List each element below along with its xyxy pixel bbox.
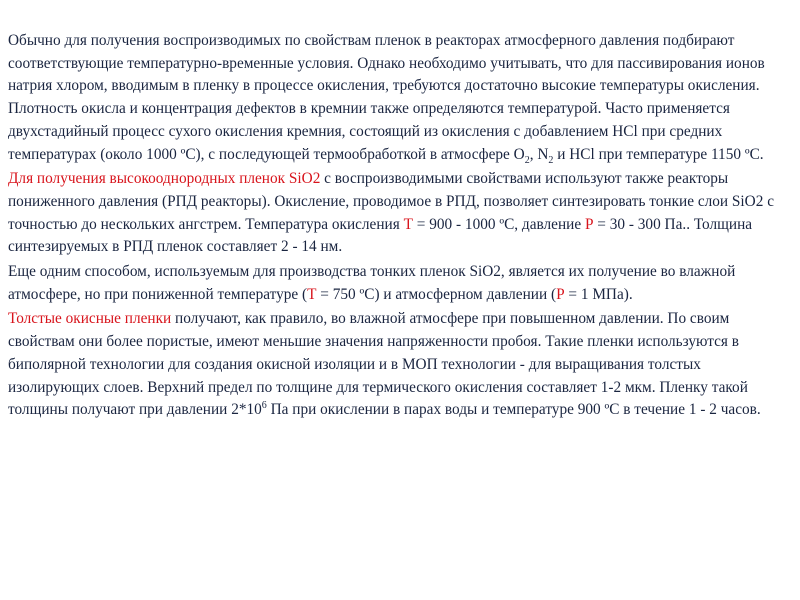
text-run: Еще одним способом, используемым для производства тонких пленок SiO2, является их получение во влажной атмосфере, но при пониженной температуре ( [8, 263, 736, 303]
slide-body-text [8, 30, 788, 422]
highlight-run: Р [584, 215, 594, 233]
paragraph-low-pressure-reactors [8, 168, 788, 259]
text-run: и HCl при температуре 1150 ºС. [553, 145, 764, 163]
text-run: с воспроизводимыми свойствами используют также реакторы пониженного давления (РПД реакторы). Окисление, проводимое в РПД, позволяет синтезировать тонкие слои SiO2 с точностью до нескольких ангстрем. Температура окисления [8, 170, 774, 233]
text-run: , N [529, 145, 549, 163]
text-run: = 30 - 300 Па.. Толщина синтезируемых в РПД пленок составляет 2 - 14 нм. [8, 215, 753, 256]
highlight-run: Т [403, 215, 413, 233]
highlight-run: Для получения высокооднородных пленок SiO2 [8, 170, 321, 188]
highlight-run: Толстые окисные пленки [8, 310, 172, 328]
text-run: Па при окислении в парах воды и температуре 900 ºС в течение 1 - 2 часов. [266, 401, 761, 419]
paragraph-dry-oxidation [8, 30, 788, 166]
text-run: = 900 - 1000 ºС, давление [412, 215, 585, 233]
superscript-run: 6 [261, 400, 267, 412]
text-run: = 750 ºС) и атмосферном давлении ( [316, 285, 557, 303]
subscript-run: 2 [524, 154, 530, 166]
highlight-run: Р [556, 285, 565, 303]
subscript-run: 2 [548, 154, 554, 166]
paragraph-wet-atmosphere [8, 261, 788, 306]
text-run: Обычно для получения воспроизводимых по свойствам пленок в реакторах атмосферного давления подбирают соответствующие температурно-временные условия. Однако необходимо учитывать, что для пассивирования ионов натрия хлором, вводимым в пленку в процессе окисления, требуются достаточно высокие температуры окисления. Плотность окисла и концентрация дефектов в кремнии также определяются температурой. Часто применяется двухстадийный процесс сухого окисления кремния, состоящий из окисления с добавлением HCl при средних температурах (около 1000 ºС), с последующей термообработкой в атмосфере O [8, 32, 765, 163]
text-run: = 1 МПа). [564, 285, 633, 303]
highlight-run: Т [307, 285, 317, 303]
text-run: получают, как правило, во влажной атмосфере при повышенном давлении. По своим свойствам они более пористые, имеют меньшие значения напряженности пробоя. Такие пленки используются в биполярной технологии для создания окисной изоляции и в МОП технологии - для выращивания толстых изолирующих слоев. Верхний предел по толщине для термического окисления составляет 1-2 мкм. Пленку такой толщины получают при давлении 2*10 [8, 310, 748, 419]
paragraph-thick-oxide-films [8, 308, 788, 422]
